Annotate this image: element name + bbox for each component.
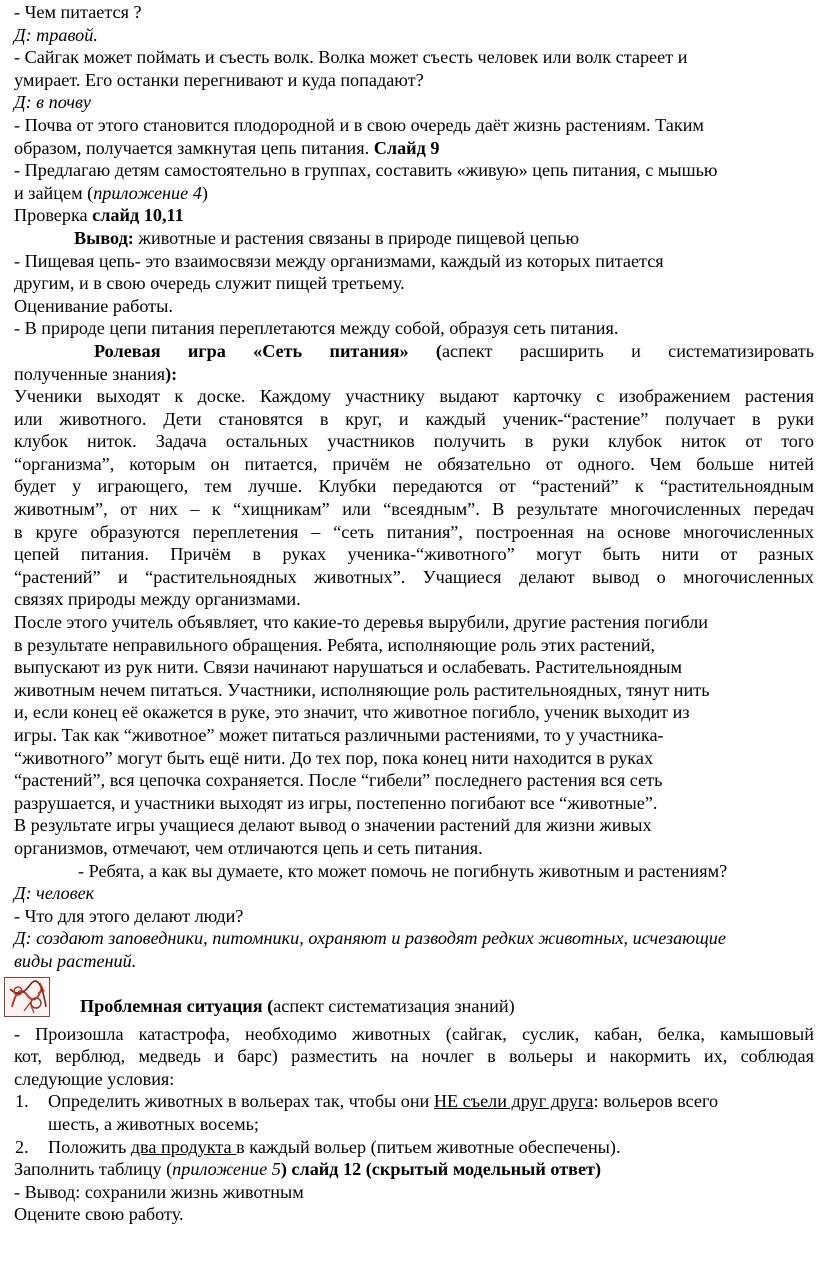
paragraph-line: цепей питания. Причём в руках ученика-“животного” могут быть нити от разных xyxy=(14,544,814,565)
answer-line: Д: травой. xyxy=(14,24,98,45)
paragraph-line: игры. Так как “животное” может питаться различными растениями, то у участника- xyxy=(14,725,664,745)
paragraph-line: выпускают из рук нити. Связи начинают нарушаться и ослабевать. Растительноядным xyxy=(14,657,683,678)
problem-intro-line: следующие условия: xyxy=(14,1068,175,1089)
paragraph-line: или животного. Дети становятся в круг, и каждый ученик-“растение” получает в руки xyxy=(14,408,814,429)
paragraph-line: Ученики выходят к доске. Каждому участнику выдают карточку с изображением растения xyxy=(14,386,814,407)
conclusion-label: Вывод: xyxy=(74,227,134,248)
table-instruction xyxy=(14,1158,814,1181)
teacher-paragraph xyxy=(14,611,814,860)
text-span: Положить xyxy=(48,1136,131,1157)
condition-item xyxy=(14,1136,814,1159)
document-page xyxy=(14,1,814,1226)
spacer xyxy=(14,973,814,983)
conclusion-line xyxy=(14,227,814,250)
paragraph-line: “животного” могут быть ещё нити. До тех пор, пока конец нити находится в руках xyxy=(14,747,654,768)
slide-reference: слайд 10,11 xyxy=(92,205,184,226)
item-number: 1. xyxy=(15,1091,29,1112)
text-span: аспект расширить и систематизировать xyxy=(441,340,814,361)
text-span: в каждый вольер (питьем животные обеспечены). xyxy=(236,1136,621,1157)
problem-intro-line: кот, верблюд, медведь и барс) разместить на ночлег в вольеры и накормить их, соблюдая xyxy=(14,1046,814,1067)
text-span: Проверка xyxy=(14,205,93,226)
answer-line: Д: человек xyxy=(14,883,95,904)
paragraph-line: “растений”, вся цепочка сохраняется. После “гибели” последнего растения вся сеть xyxy=(14,770,663,791)
role-game-title: Ролевая игра «Сеть питания» ( xyxy=(94,340,442,361)
text-span: животные и растения связаны в природе пищевой цепью xyxy=(133,227,580,248)
question-line: - Ребята, а как вы думаете, кто может помочь не погибнуть животным и растениям? xyxy=(78,860,728,881)
slide-reference: ) слайд 12 (скрытый модельный ответ) xyxy=(280,1159,602,1180)
text-span: Определить животных в вольерах так, чтобы они xyxy=(48,1091,434,1112)
text-line: умирает. Его останки перегнивают и куда попадают? xyxy=(14,69,424,90)
condition-item-cont: шесть, а животных восемь; xyxy=(48,1113,259,1134)
evaluate-line: Оцените свою работу. xyxy=(14,1204,184,1225)
text-span: образом, получается замкнутая цепь питания. xyxy=(14,137,374,158)
text-line xyxy=(14,182,814,205)
text-line: - Сайгак может поймать и съесть волк. Волка может съесть человек или волк стареет и xyxy=(14,47,688,68)
answer-line: Д: создают заповедники, питомники, охраняют и разводят редких животных, исчезающие xyxy=(14,928,726,949)
text-span: : вольеров всего xyxy=(593,1091,719,1112)
paragraph-line: в круге образуются переплетения – “сеть питания”, построенная на основе многочисленных xyxy=(14,521,814,542)
text-line: - В природе цепи питания переплетаются между собой, образуя сеть питания. xyxy=(14,318,619,339)
conclusion-line: - Вывод: сохранили жизнь животным xyxy=(14,1181,304,1202)
problem-title xyxy=(80,995,515,1018)
text-line: - Предлагаю детям самостоятельно в группах, составить «живую» цепь питания, с мышью xyxy=(14,160,718,181)
underlined-text: НЕ съели друг друга xyxy=(433,1091,594,1112)
paragraph-line: В результате игры учащиеся делают вывод о значении растений для жизни живых xyxy=(14,815,652,836)
appendix-reference: приложение 4 xyxy=(93,182,202,203)
text-span: Заполнить таблицу ( xyxy=(14,1159,173,1180)
answer-line: Д: в почву xyxy=(14,92,91,113)
paragraph-line: будет у играющего, тем лучше. Клубки передаются от “растений” к “растительноядным xyxy=(14,476,814,497)
item-number: 2. xyxy=(15,1136,29,1157)
question-line: - Чем питается ? xyxy=(14,2,142,22)
paragraph-line: разрушается, и участники выходят из игры, постепенно погибают все “животные”. xyxy=(14,792,658,813)
paragraph-line: связях природы между организмами. xyxy=(14,589,301,610)
text-line xyxy=(14,137,814,160)
role-game-heading-cont xyxy=(14,363,814,386)
problem-intro-line: - Произошла катастрофа, необходимо животных (сайгак, суслик, кабан, белка, камышовый xyxy=(14,1023,814,1044)
appendix-reference: приложение 5 xyxy=(172,1159,281,1180)
paragraph-line: животным”, от них – к “хищникам” или “всеядным”. В результате многочисленных передач xyxy=(14,499,814,520)
text-span: ): xyxy=(165,363,178,384)
text-line: - Почва от этого становится плодородной и в свою очередь даёт жизнь растениям. Таким xyxy=(14,114,704,135)
text-line: Оценивание работы. xyxy=(14,295,173,316)
paragraph-line: организмов, отмечают, чем отличаются цепь и сеть питания. xyxy=(14,837,483,858)
text-line: - Пищевая цепь- это взаимосвязи между организмами, каждый из которых питается xyxy=(14,250,664,271)
problem-title-bold: Проблемная ситуация ( xyxy=(80,995,274,1016)
slide-reference: Слайд 9 xyxy=(373,137,440,158)
text-span: полученные знания xyxy=(14,363,166,384)
text-line: другим, и в свою очередь служит пищей третьему. xyxy=(14,273,405,294)
paragraph-line: в результате неправильного обращения. Ребята, исполняющие роль этих растений, xyxy=(14,634,655,655)
paragraph-line: клубок ниток. Задача остальных участников получить в руки клубок ниток от того xyxy=(14,431,814,452)
role-game-paragraph xyxy=(14,385,814,611)
text-span: аспект систематизация знаний) xyxy=(273,995,515,1016)
condition-item xyxy=(14,1090,814,1113)
underlined-text: два продукта xyxy=(130,1136,237,1157)
text-span: ) xyxy=(201,182,208,203)
role-game-heading xyxy=(14,340,814,363)
text-span: и зайцем ( xyxy=(14,182,94,203)
paragraph-line: животным нечем питаться. Участники, исполняющие роль растительноядных, тянут нить xyxy=(14,679,710,700)
paragraph-line: “растений” и “растительноядных животных”. Учащиеся делают вывод о многочисленных xyxy=(14,566,814,587)
text-line xyxy=(14,204,814,227)
problem-heading xyxy=(14,983,814,1023)
answer-line: виды растений. xyxy=(14,950,137,971)
paragraph-line: и, если конец её окажется в руке, это значит, что животное погибло, ученик выходит из xyxy=(14,702,690,723)
question-line: - Что для этого делают люди? xyxy=(14,905,244,926)
paragraph-line: После этого учитель объявляет, что какие-то деревья вырубили, другие растения погибли xyxy=(14,612,708,633)
paragraph-line: “организма”, которым он питается, причём не обязательно от одного. Чем больше нитей xyxy=(14,453,814,474)
problem-picture-icon xyxy=(4,977,50,1017)
